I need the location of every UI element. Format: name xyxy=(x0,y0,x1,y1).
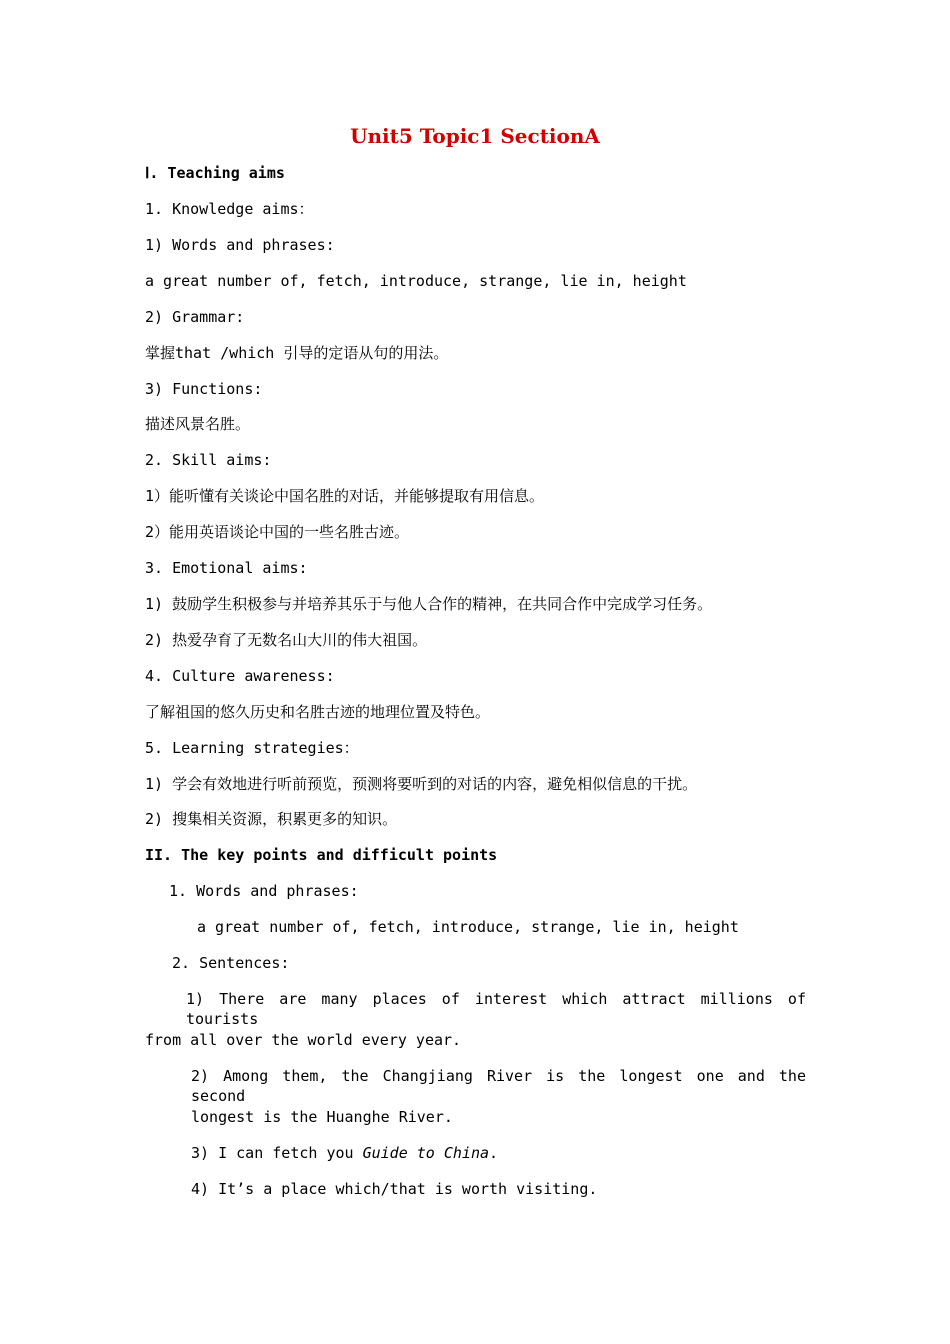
sentence-1-line-1: 1) There are many places of interest which attract millions of tourists xyxy=(186,990,806,1028)
knowledge-aims-title: 1. Knowledge aims： xyxy=(145,200,314,218)
grammar-text: 掌握that /which 引导的定语从句的用法。 xyxy=(145,344,449,362)
learning-strategy-2: 2) 搜集相关资源，积累更多的知识。 xyxy=(145,810,398,828)
words-phrases-text: a great number of, fetch, introduce, strange, lie in, height xyxy=(145,272,687,290)
skill-aim-2: 2）能用英语谈论中国的一些名胜古迹。 xyxy=(145,523,410,541)
document-title: Unit5 Topic1 SectionA xyxy=(350,124,600,148)
functions-title: 3) Functions: xyxy=(145,380,263,398)
sentence-1-line-2: from all over the world every year. xyxy=(145,1031,462,1049)
learning-strategies-title: 5. Learning strategies： xyxy=(145,739,359,757)
section-2-heading: II. The key points and difficult points xyxy=(145,846,498,864)
functions-text: 描述风景名胜。 xyxy=(145,415,251,433)
emotional-aim-2: 2) 热爱孕育了无数名山大川的伟大祖国。 xyxy=(145,631,428,649)
sentence-4: 4) It’s a place which/that is worth visiting. xyxy=(191,1180,598,1198)
words-phrases-title: 1) Words and phrases: xyxy=(145,236,335,254)
sentence-3-prefix: 3) I can fetch you xyxy=(191,1144,363,1162)
culture-awareness-title: 4. Culture awareness: xyxy=(145,667,335,685)
learning-strategy-1: 1) 学会有效地进行听前预览，预测将要听到的对话的内容，避免相似信息的干扰。 xyxy=(145,775,698,793)
sentence-2-line-1: 2) Among them, the Changjiang River is the longest one and the second xyxy=(191,1067,806,1105)
sentence-3 xyxy=(191,1143,498,1163)
emotional-aims-title: 3. Emotional aims: xyxy=(145,559,308,577)
sentences-title: 2. Sentences: xyxy=(172,954,290,972)
skill-aims-title: 2. Skill aims: xyxy=(145,451,272,469)
sentence-3-book-title: Guide to China xyxy=(362,1144,490,1162)
key-words-title: 1. Words and phrases: xyxy=(169,882,359,900)
sentence-2-line-2: longest is the Huanghe River. xyxy=(191,1108,453,1126)
section-1-heading: Ⅰ. Teaching aims xyxy=(145,164,285,182)
key-words-text: a great number of, fetch, introduce, strange, lie in, height xyxy=(197,918,739,936)
skill-aim-1: 1）能听懂有关谈论中国名胜的对话，并能够提取有用信息。 xyxy=(145,487,545,505)
culture-awareness-text: 了解祖国的悠久历史和名胜古迹的地理位置及特色。 xyxy=(145,703,491,721)
sentence-3-suffix: . xyxy=(489,1144,499,1162)
emotional-aim-1: 1) 鼓励学生积极参与并培养其乐于与他人合作的精神，在共同合作中完成学习任务。 xyxy=(145,595,713,613)
grammar-title: 2) Grammar: xyxy=(145,308,245,326)
